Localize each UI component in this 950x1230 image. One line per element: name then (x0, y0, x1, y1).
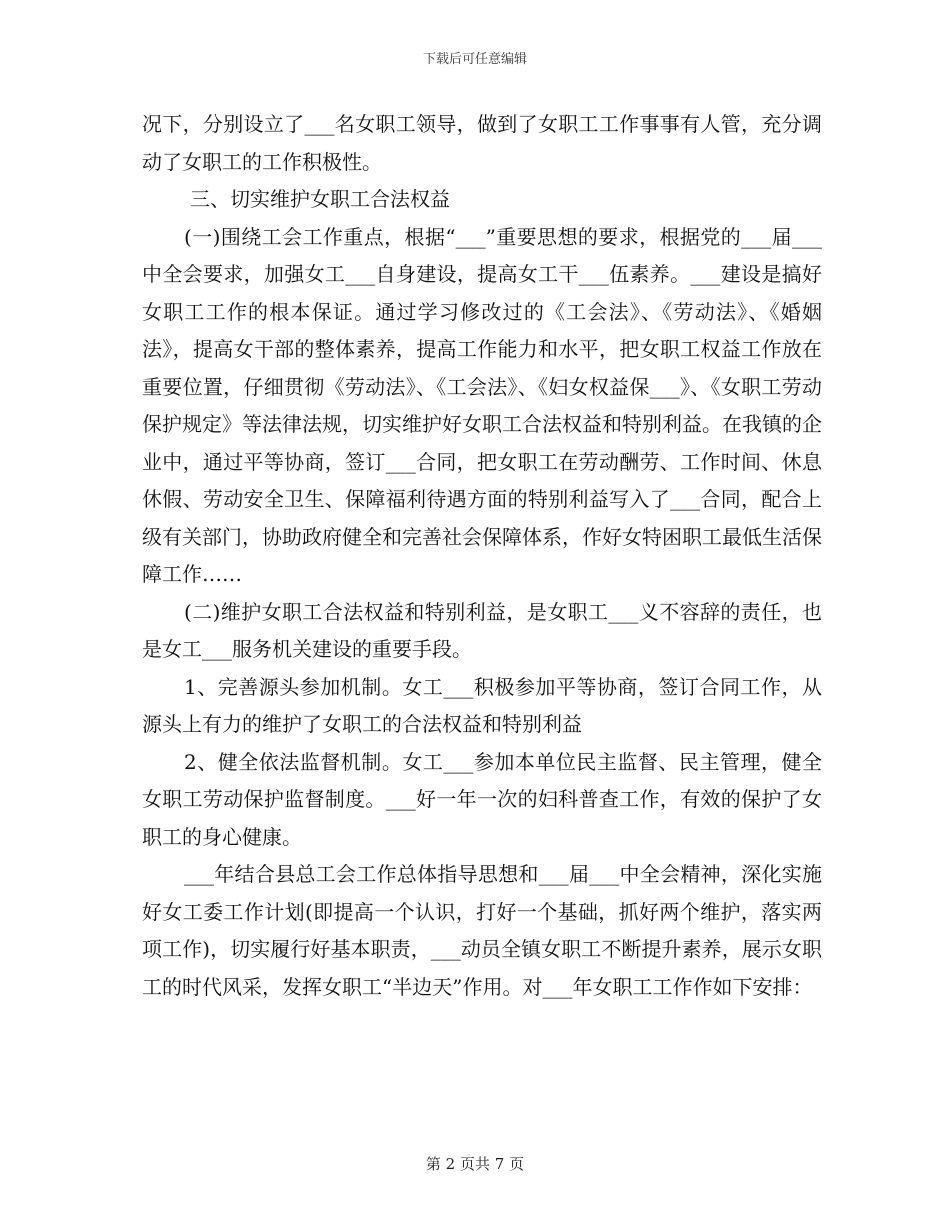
document-body (142, 106, 822, 1006)
page-header: 下载后可任意编辑 (422, 52, 527, 67)
paragraph: 况下，分别设立了___名女职工领导，做到了女职工工作事事有人管，充分调动了女职工的工作积极性。 (142, 112, 822, 174)
page-number: 第 2 页共 7 页 (425, 1155, 525, 1173)
paragraph: ___年结合县总工会工作总体指导思想和___届___中全会精神，深化实施好女工委工作计划(即提高一个认识，打好一个基础，抓好两个维护，落实两项工作)，切实履行好基本职责，___动员全镇女职工不断提升素养，展示女职工的时代风采，发挥女职工“半边天”作用。对___年女职工工作作如下安排： (142, 862, 822, 999)
paragraph: (二)维护女职工合法权益和特别利益，是女职工___义不容辞的责任，也是女工___服务机关建设的重要手段。 (142, 599, 822, 661)
section-heading: 三、切实维护女职工合法权益 (190, 187, 450, 211)
list-item: 2、健全依法监督机制。女工___参加本单位民主监督、民主管理，健全女职工劳动保护监督制度。___好一年一次的妇科普查工作，有效的保护了女职工的身心健康。 (142, 749, 822, 849)
list-item: 1、完善源头参加机制。女工___积极参加平等协商，签订合同工作，从源头上有力的维护了女职工的合法权益和特别利益 (142, 674, 822, 736)
paragraph: (一)围绕工会工作重点，根据“___”重要思想的要求，根据党的___届___中全会要求，加强女工___自身建设，提高女工干___伍素养。___建设是搞好女职工工作的根本保证。通过学习修改过的《工会法》、《劳动法》、《婚姻法》，提高女干部的整体素养，提高工作能力和水平，把女职工权益工作放在重要位置，仔细贯彻《劳动法》、《工会法》、《妇女权益保___》、《女职工劳动保护规定》等法律法规，切实维护好女职工合法权益和特别利益。在我镇的企业中，通过平等协商，签订___合同，把女职工在劳动酬劳、工作时间、休息休假、劳动安全卫生、保障福利待遇方面的特别利益写入了___合同，配合上级有关部门，协助政府健全和完善社会保障体系，作好女特困职工最低生活保障工作…… (142, 224, 822, 586)
